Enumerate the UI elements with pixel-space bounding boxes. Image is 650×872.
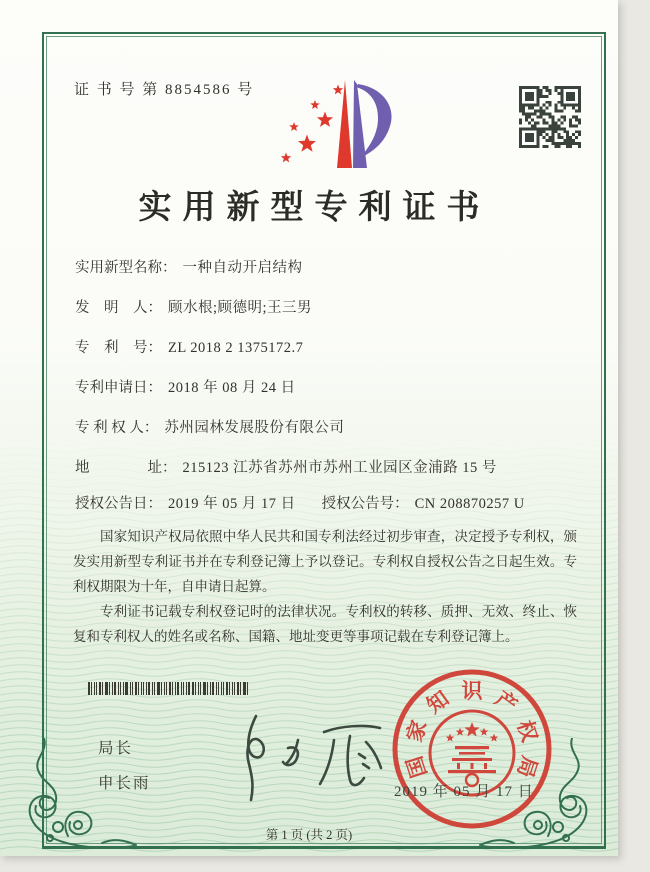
field-label: 发 明 人： [75,300,162,316]
director-signature [228,706,403,806]
grant-date-label: 授权公告日： [75,496,162,512]
field-value: 215123 江苏省苏州市苏州工业园区金浦路 15 号 [182,460,497,476]
field-value: ZL 2018 2 1375172.7 [168,340,304,356]
svg-text:产: 产 [490,686,522,718]
barcode [88,682,250,695]
field-label: 实用新型名称： [75,260,177,276]
field-value: 苏州园林发展股份有限公司 [164,420,345,436]
officer-name: 申长雨 [98,775,151,792]
legal-paragraph-1: 国家知识产权局依照中华人民共和国专利法经过初步审查，决定授予专利权，颁发实用新型专利证书并在专利登记簿上予以登记。专利权自授权公告之日起生效。专利权期限为十年，自申请日起算。 [73,529,577,594]
officer-block [98,736,151,793]
seal-date: 2019 年 05 月 17 日 [394,784,534,800]
field-label: 专 利 权 人： [75,420,159,436]
field-label: 专利申请日： [75,380,162,396]
official-seal [389,666,555,832]
svg-text:局: 局 [512,753,542,781]
grant-no-value: CN 208870257 U [414,496,525,512]
legal-text [73,524,577,649]
svg-text:识: 识 [461,679,483,703]
field-row-inventor [75,296,575,318]
grant-date-value: 2019 年 05 月 17 日 [168,496,296,512]
field-value: 2018 年 08 月 24 日 [168,380,296,396]
field-row-patent-no [75,336,575,358]
field-row-address [75,456,575,478]
certificate-title: 实用新型专利证书 [138,190,491,226]
officer-title: 局长 [98,740,134,757]
field-row-name [75,256,575,278]
cnipa-logo [268,74,400,174]
field-row-grant [75,492,575,514]
legal-paragraph-2: 专利证书记载专利权登记时的法律状况。专利权的转移、质押、无效、终止、恢复和专利权人的姓名或名称、国籍、地址变更等事项记载在专利登记簿上。 [73,604,577,644]
field-value: 一种自动开启结构 [182,260,303,276]
svg-text:知: 知 [422,686,454,718]
field-value: 顾水根;顾德明;王三男 [168,300,313,316]
logo-stars [281,85,343,163]
svg-text:权: 权 [512,717,542,745]
field-label: 地 址： [75,460,177,476]
qr-code [519,86,581,148]
field-list [75,256,575,532]
page-indicator: 第 1 页 (共 2 页) [265,828,353,842]
field-row-filing-date [75,376,575,398]
field-row-patentee [75,416,575,438]
field-label: 专 利 号： [75,340,162,356]
grant-no-label: 授权公告号： [321,496,409,512]
certificate-number: 证 书 号 第 8854586 号 [74,82,255,98]
svg-text:家: 家 [402,717,432,745]
svg-text:国: 国 [402,753,432,781]
logo-spire-red [337,80,352,168]
